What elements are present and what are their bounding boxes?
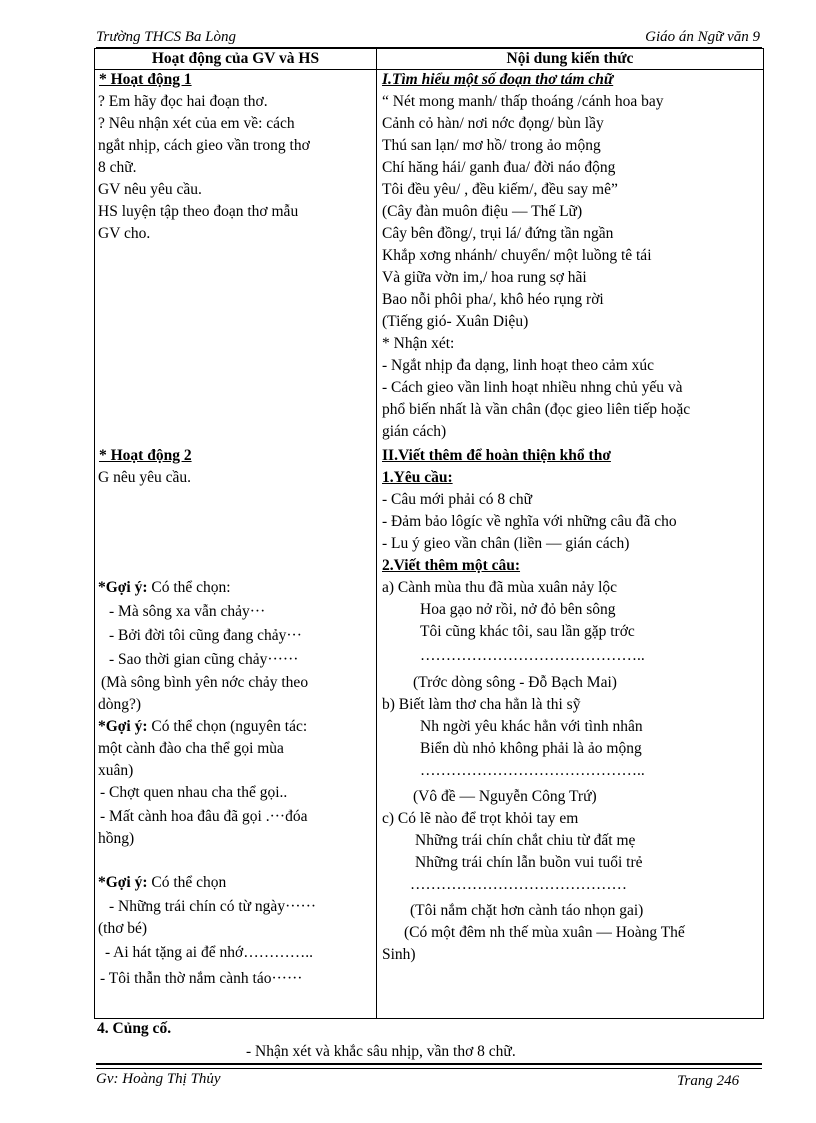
left-line: - Mất cành hoa đâu đã gọi .···đóa	[100, 808, 308, 825]
left-line: hồng)	[98, 830, 135, 847]
poem-line: Những trái chín lẫn buồn vui tuổi trẻ	[415, 854, 643, 871]
page-number: Trang 246	[677, 1073, 740, 1089]
col-header-activities: Hoạt động của GV và HS	[95, 49, 377, 70]
left-line: - Tôi thẫn thờ nắm cành táo······	[100, 970, 303, 987]
left-line: xuân)	[98, 762, 134, 779]
left-line: ngắt nhịp, cách gieo vần trong thơ	[98, 137, 310, 154]
blank-line: ……………………………………..	[420, 762, 645, 779]
consolidation-heading: 4. Củng cố.	[97, 1020, 172, 1037]
remark-heading: * Nhận xét:	[382, 335, 455, 352]
poem-line: Cây bên đồng/, trụi lá/ đứng tần ngần	[382, 225, 614, 242]
section-1-heading: I.Tìm hiểu một số đoạn thơ tám chữ	[382, 71, 614, 88]
requirement-line: - Câu mới phải có 8 chữ	[382, 491, 533, 508]
left-line: - Sao thời gian cũng chảy······	[109, 651, 299, 668]
page-header	[96, 26, 762, 48]
col-header-content: Nội dung kiến thức	[377, 49, 764, 70]
hint-line	[98, 873, 226, 893]
blank-line: ……………………………………..	[420, 647, 645, 664]
left-line: (thơ bé)	[98, 920, 148, 937]
footer-rule	[96, 1063, 762, 1065]
remark-line: gián cách)	[382, 423, 447, 440]
left-line: - Bởi đời tôi cũng đang chảy···	[109, 627, 302, 644]
hint-text: Có thể chọn:	[147, 579, 231, 596]
exercise-line: a) Cành mùa thu đã mùa xuân nảy lộc	[382, 579, 618, 596]
poem-source: Sinh)	[382, 946, 416, 963]
poem-line: Cảnh cỏ hàn/ nơi nớc đọng/ bùn lầy	[382, 115, 604, 132]
left-line: ? Nêu nhận xét của em về: cách	[98, 115, 295, 132]
left-line: một cành đào cha thể gọi mùa	[98, 740, 284, 757]
requirements-heading: 1.Yêu cầu:	[382, 469, 453, 486]
poem-line: Khắp xơng nhánh/ chuyển/ một luồng tê tái	[382, 247, 652, 264]
left-line: - Mà sông xa vẫn chảy···	[109, 603, 266, 620]
left-line: - Những trái chín có từ ngày······	[109, 898, 317, 915]
poem-source: (Vô đề — Nguyễn Công Trứ)	[413, 788, 597, 805]
poem-line: Bao nỗi phôi pha/, khô héo rụng rời	[382, 291, 604, 308]
requirement-line: - Đảm bảo lôgíc về nghĩa với những câu đã cho	[382, 513, 677, 530]
poem-line: Và giữa vờn im,/ hoa rung sợ hãi	[382, 269, 587, 286]
left-line: 8 chữ.	[98, 159, 137, 176]
consolidation-text: - Nhận xét và khắc sâu nhịp, vần thơ 8 chữ.	[246, 1043, 516, 1060]
hint-text: Có thể chọn	[147, 874, 227, 891]
requirement-line: - Lu ý gieo vần chân (liền — gián cách)	[382, 535, 630, 552]
poem-line: Nh ngời yêu khác hẳn với tình nhân	[420, 718, 643, 735]
left-line: dòng?)	[98, 696, 142, 713]
left-line: - Ai hát tặng ai để nhớ…………..	[105, 944, 313, 961]
poem-line: “ Nét mong manh/ thấp thoáng /cánh hoa bay	[382, 93, 664, 110]
remark-line: - Cách gieo vần linh hoạt nhiều nhng chủ yếu và	[382, 379, 683, 396]
footer-rule-thin	[96, 1068, 762, 1069]
hint-label: *Gợi ý:	[98, 579, 148, 596]
remark-line: - Ngắt nhịp đa dạng, linh hoạt theo cảm xúc	[382, 357, 655, 374]
activity-2-heading: * Hoạt động 2	[99, 447, 192, 464]
poem-line: (Tôi nắm chặt hơn cành táo nhọn gai)	[410, 902, 644, 919]
exercise-line: c) Có lẽ nào để trọt khỏi tay em	[382, 810, 579, 827]
blank-line: ……………………………………	[410, 876, 627, 893]
content-cell	[377, 70, 764, 1019]
teacher-name: Gv: Hoàng Thị Thủy	[96, 1071, 221, 1087]
activities-cell	[95, 70, 377, 1019]
hint-line	[98, 717, 307, 737]
poem-line: Chí hăng hái/ ganh đua/ đời náo động	[382, 159, 616, 176]
poem-source: (Tiếng gió- Xuân Diệu)	[382, 313, 529, 330]
poem-line: Tôi cũng khác tôi, sau lần gặp trớc	[420, 623, 635, 640]
left-line: GV cho.	[98, 225, 151, 242]
poem-source: (Trớc dòng sông - Đỗ Bạch Mai)	[413, 674, 617, 691]
activity-1-heading: * Hoạt động 1	[99, 71, 192, 88]
remark-line: phổ biến nhất là vần chân (đọc gieo liên tiếp hoặc	[382, 401, 691, 418]
hint-label: *Gợi ý:	[98, 718, 148, 735]
subject-name: Giáo án Ngữ văn 9	[645, 29, 760, 45]
write-heading: 2.Viết thêm một câu:	[382, 557, 521, 574]
left-line: GV nêu yêu cầu.	[98, 181, 202, 198]
lesson-table	[94, 48, 764, 1019]
hint-line	[98, 578, 231, 598]
left-line: HS luyện tập theo đoạn thơ mẫu	[98, 203, 299, 220]
school-name: Trường THCS Ba Lòng	[96, 29, 236, 45]
left-line: G nêu yêu cầu.	[98, 469, 191, 486]
poem-line: Tôi đều yêu/ , đều kiếm/, đều say mê”	[382, 181, 618, 198]
hint-label: *Gợi ý:	[98, 874, 148, 891]
poem-line: Biển dù nhỏ không phải là ảo mộng	[420, 740, 642, 757]
left-line: ? Em hãy đọc hai đoạn thơ.	[98, 93, 268, 110]
section-2-heading: II.Viết thêm để hoàn thiện khổ thơ	[382, 447, 611, 464]
hint-text: Có thể chọn (nguyên tác:	[147, 718, 308, 735]
poem-source: (Có một đêm nh thế mùa xuân — Hoàng Thế	[404, 924, 685, 941]
poem-source: (Cây đàn muôn điệu — Thế Lữ)	[382, 203, 583, 220]
poem-line: Hoa gạo nở rồi, nở đỏ bên sông	[420, 601, 616, 618]
exercise-line: b) Biết làm thơ cha hẳn là thi sỹ	[382, 696, 581, 713]
left-line: - Chợt quen nhau cha thể gọi..	[100, 784, 288, 801]
poem-line: Thú san lạn/ mơ hồ/ trong ảo mộng	[382, 137, 601, 154]
left-line: (Mà sông bình yên nớc chảy theo	[101, 674, 309, 691]
poem-line: Những trái chín chắt chiu từ đất mẹ	[415, 832, 636, 849]
